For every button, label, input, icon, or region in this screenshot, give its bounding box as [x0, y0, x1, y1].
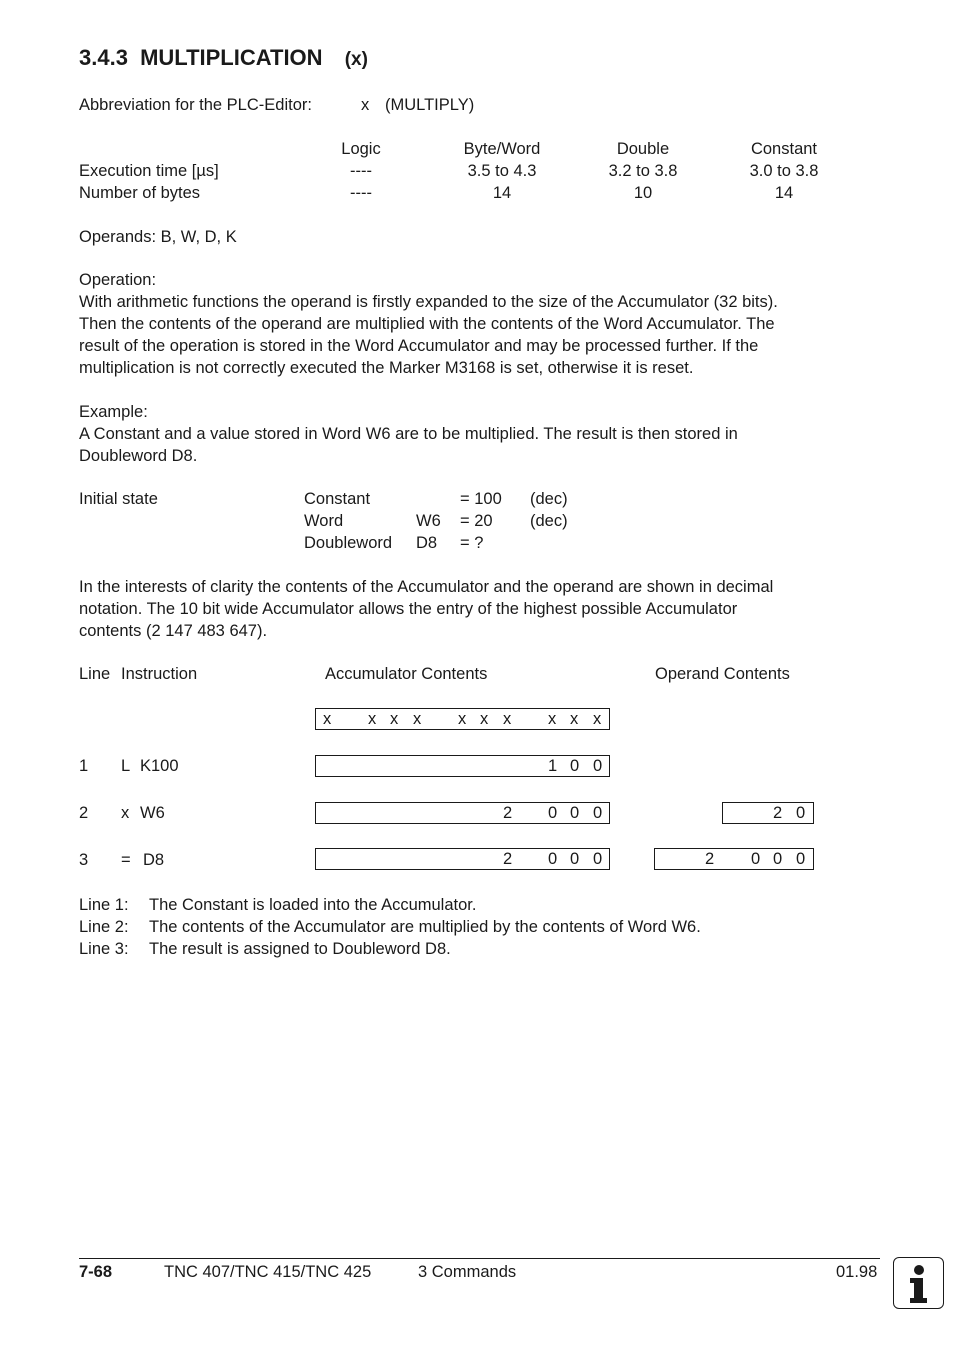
table-cell: ---- [350, 184, 372, 202]
digit-cell: 2 [503, 850, 513, 868]
footer-section: 3 Commands [418, 1263, 517, 1281]
accumulator-box [315, 848, 610, 870]
operands-text: Operands: B, W, D, K [79, 228, 237, 246]
digit-cell: 0 [548, 804, 558, 822]
bit-cell: x [390, 710, 399, 728]
bit-cell: x [368, 710, 377, 728]
digit-cell: 0 [570, 757, 580, 775]
bit-cell: x [503, 710, 512, 728]
accumulator-box [315, 802, 610, 824]
example-heading: Example: [79, 403, 148, 421]
bit-cell: x [548, 710, 557, 728]
note-label: Line 1: [79, 896, 129, 914]
digit-cell: 1 [548, 757, 558, 775]
initial-state-type: Doubleword [304, 534, 393, 552]
table-row-label: Number of bytes [79, 184, 201, 202]
section-number: 3.4.3 [79, 45, 128, 70]
table-header: Logic [341, 140, 381, 158]
program-line-number: 3 [79, 851, 89, 869]
operation-line: result of the operation is stored in the Word Accumulator and may be processed further. If the [79, 337, 759, 355]
program-op: L [121, 757, 131, 775]
program-arg: K100 [140, 757, 179, 775]
table-cell: 3.2 to 3.8 [608, 162, 678, 180]
example-line: Doubleword D8. [79, 447, 198, 465]
program-op: = [121, 851, 131, 869]
table-cell: 3.0 to 3.8 [749, 162, 819, 180]
initial-state-addr: D8 [416, 534, 438, 552]
accumulator-template-box [315, 708, 610, 730]
bit-cell: x [593, 710, 602, 728]
table-header: Byte/Word [463, 140, 541, 158]
program-arg: W6 [140, 804, 165, 822]
section-title: MULTIPLICATION [140, 45, 323, 70]
footer-date: 01.98 [836, 1263, 878, 1281]
note-text: The Constant is loaded into the Accumulator. [149, 896, 477, 914]
note-label: Line 3: [79, 940, 129, 958]
operand-box [722, 802, 814, 824]
table-cell: 14 [492, 184, 512, 202]
note-label: Line 2: [79, 918, 129, 936]
operation-line: With arithmetic functions the operand is firstly expanded to the size of the Accumulator (32 bits). [79, 293, 778, 311]
operation-line: multiplication is not correctly executed the Marker M3168 is set, otherwise it is reset. [79, 359, 694, 377]
digit-cell: 2 [705, 850, 715, 868]
initial-state-unit: (dec) [530, 512, 568, 530]
operand-box [654, 848, 814, 870]
table-row-label: Execution time [µs] [79, 162, 219, 180]
program-header-operand: Operand Contents [655, 665, 790, 683]
digit-cell: 0 [593, 757, 603, 775]
digit-cell: 0 [593, 804, 603, 822]
section-symbol: (x) [344, 49, 368, 70]
initial-state-type: Word [304, 512, 344, 530]
note-text: The contents of the Accumulator are multiplied by the contents of Word W6. [149, 918, 701, 936]
initial-state-unit: (dec) [530, 490, 568, 508]
info-icon [893, 1257, 944, 1309]
bit-cell: x [480, 710, 489, 728]
initial-state-value: = 20 [460, 512, 493, 530]
footer-model: TNC 407/TNC 415/TNC 425 [164, 1263, 372, 1281]
accumulator-box [315, 755, 610, 777]
clarity-line: In the interests of clarity the contents of the Accumulator and the operand are shown in decimal [79, 578, 774, 596]
digit-cell: 2 [503, 804, 513, 822]
table-cell: ---- [350, 162, 372, 180]
initial-state-label: Initial state [79, 490, 158, 508]
program-header-instruction: Instruction [121, 665, 198, 683]
digit-cell: 0 [751, 850, 761, 868]
footer-rule [79, 1258, 880, 1259]
digit-cell: 0 [796, 850, 806, 868]
digit-cell: 0 [773, 850, 783, 868]
program-arg: D8 [143, 851, 165, 869]
table-cell: 14 [774, 184, 794, 202]
digit-cell: 2 [773, 804, 783, 822]
digit-cell: 0 [570, 850, 580, 868]
table-cell: 10 [633, 184, 653, 202]
bit-cell: x [323, 710, 332, 728]
bit-cell: x [458, 710, 467, 728]
page-title [79, 46, 368, 72]
page-number: 7-68 [79, 1263, 113, 1281]
note-text: The result is assigned to Doubleword D8. [149, 940, 451, 958]
abbreviation-name: (MULTIPLY) [385, 96, 475, 114]
digit-cell: 0 [593, 850, 603, 868]
clarity-line: notation. The 10 bit wide Accumulator allows the entry of the highest possible Accumulator [79, 600, 738, 618]
program-line-number: 2 [79, 804, 89, 822]
digit-cell: 0 [570, 804, 580, 822]
digit-cell: 0 [548, 850, 558, 868]
clarity-line: contents (2 147 483 647). [79, 622, 268, 640]
table-cell: 3.5 to 4.3 [467, 162, 537, 180]
initial-state-type: Constant [304, 490, 371, 508]
program-line-number: 1 [79, 757, 89, 775]
initial-state-value: = 100 [460, 490, 502, 508]
bit-cell: x [570, 710, 579, 728]
initial-state-value: = ? [460, 534, 484, 552]
table-header: Double [616, 140, 670, 158]
bit-cell: x [413, 710, 422, 728]
program-header-line: Line [79, 665, 111, 683]
abbreviation-label: Abbreviation for the PLC-Editor: [79, 96, 312, 114]
digit-cell: 0 [796, 804, 806, 822]
operation-heading: Operation: [79, 271, 157, 289]
operation-line: Then the contents of the operand are multiplied with the contents of the Word Accumulator. The [79, 315, 775, 333]
initial-state-addr: W6 [416, 512, 441, 530]
abbreviation-symbol: x [361, 96, 370, 114]
example-line: A Constant and a value stored in Word W6 are to be multiplied. The result is then stored in [79, 425, 738, 443]
program-op: x [121, 804, 130, 822]
program-header-accumulator: Accumulator Contents [325, 665, 488, 683]
table-header: Constant [750, 140, 818, 158]
